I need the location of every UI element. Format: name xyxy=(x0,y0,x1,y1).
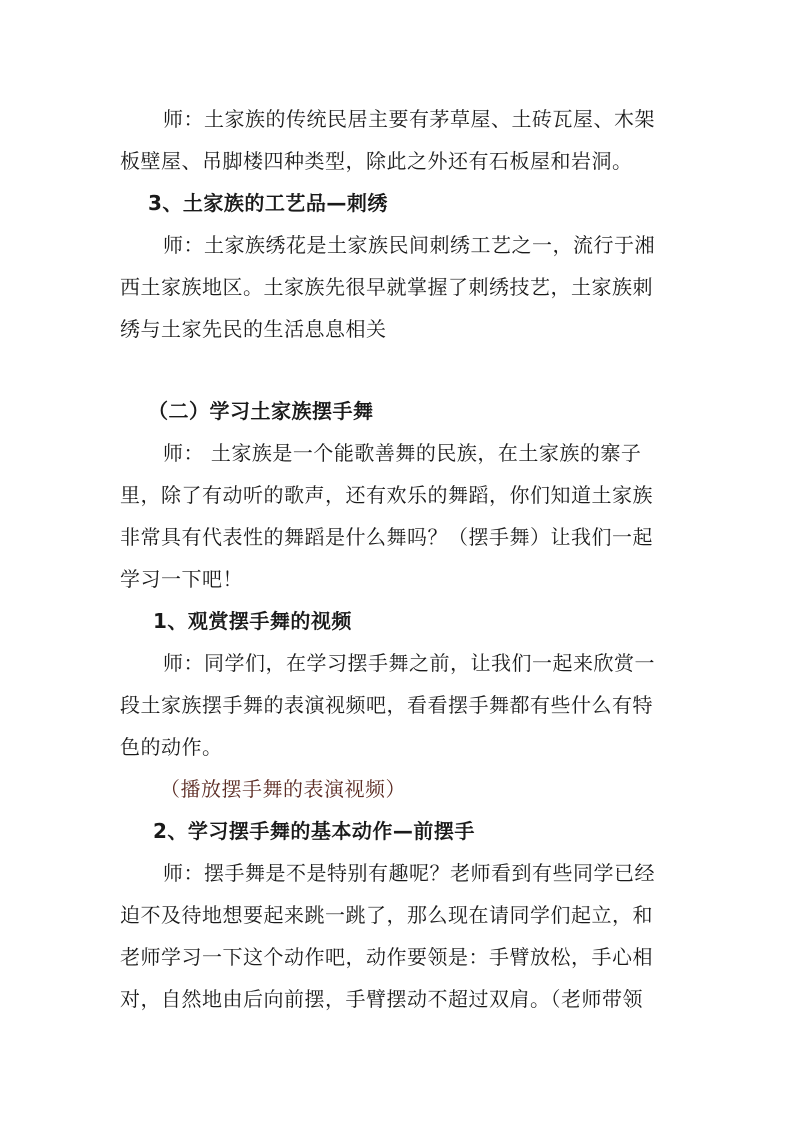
paragraph-line: 师：同学们，在学习摆手舞之前，让我们一起来欣赏一 xyxy=(163,651,655,675)
paragraph-line: 里，除了有动听的歌声，还有欢乐的舞蹈，你们知道土家族 xyxy=(120,483,653,507)
paragraph-line: 非常具有代表性的舞蹈是什么舞吗？（摆手舞）让我们一起 xyxy=(120,525,653,549)
subsection-heading: 2、学习摆手舞的基本动作—前摆手 xyxy=(153,819,475,843)
subsection-heading: 1、观赏摆手舞的视频 xyxy=(153,609,352,633)
paragraph-line: 师：土家族的传统民居主要有茅草屋、土砖瓦屋、木架 xyxy=(163,107,655,131)
paragraph-line: 老师学习一下这个动作吧，动作要领是：手臂放松，手心相 xyxy=(120,945,653,969)
subsection-heading: 3、土家族的工艺品—刺绣 xyxy=(148,191,388,215)
paragraph-line: 迫不及待地想要起来跳一跳了，那么现在请同学们起立，和 xyxy=(120,903,653,927)
paragraph-line: 西土家族地区。土家族先很早就掌握了刺绣技艺，土家族刺 xyxy=(120,275,653,299)
paragraph-line: 师： 土家族是一个能歌善舞的民族，在土家族的寨子 xyxy=(163,441,642,465)
paragraph-line: 师：摆手舞是不是特别有趣呢？老师看到有些同学已经 xyxy=(163,861,655,885)
stage-direction: （播放摆手舞的表演视频） xyxy=(160,777,406,801)
paragraph-line: 学习一下吧！ xyxy=(120,567,243,591)
paragraph-line: 段土家族摆手舞的表演视频吧，看看摆手舞都有些什么有特 xyxy=(120,693,653,717)
paragraph-line: 绣与土家先民的生活息息相关 xyxy=(120,317,387,341)
paragraph-line: 对，自然地由后向前摆，手臂摆动不超过双肩。（老师带领 xyxy=(120,987,643,1011)
paragraph-line: 色的动作。 xyxy=(120,735,223,759)
paragraph-line: 板壁屋、吊脚楼四种类型，除此之外还有石板屋和岩洞。 xyxy=(120,149,633,173)
paragraph-line: 师：土家族绣花是土家族民间刺绣工艺之一，流行于湘 xyxy=(163,233,655,257)
section-heading: （二）学习土家族摆手舞 xyxy=(148,399,374,423)
